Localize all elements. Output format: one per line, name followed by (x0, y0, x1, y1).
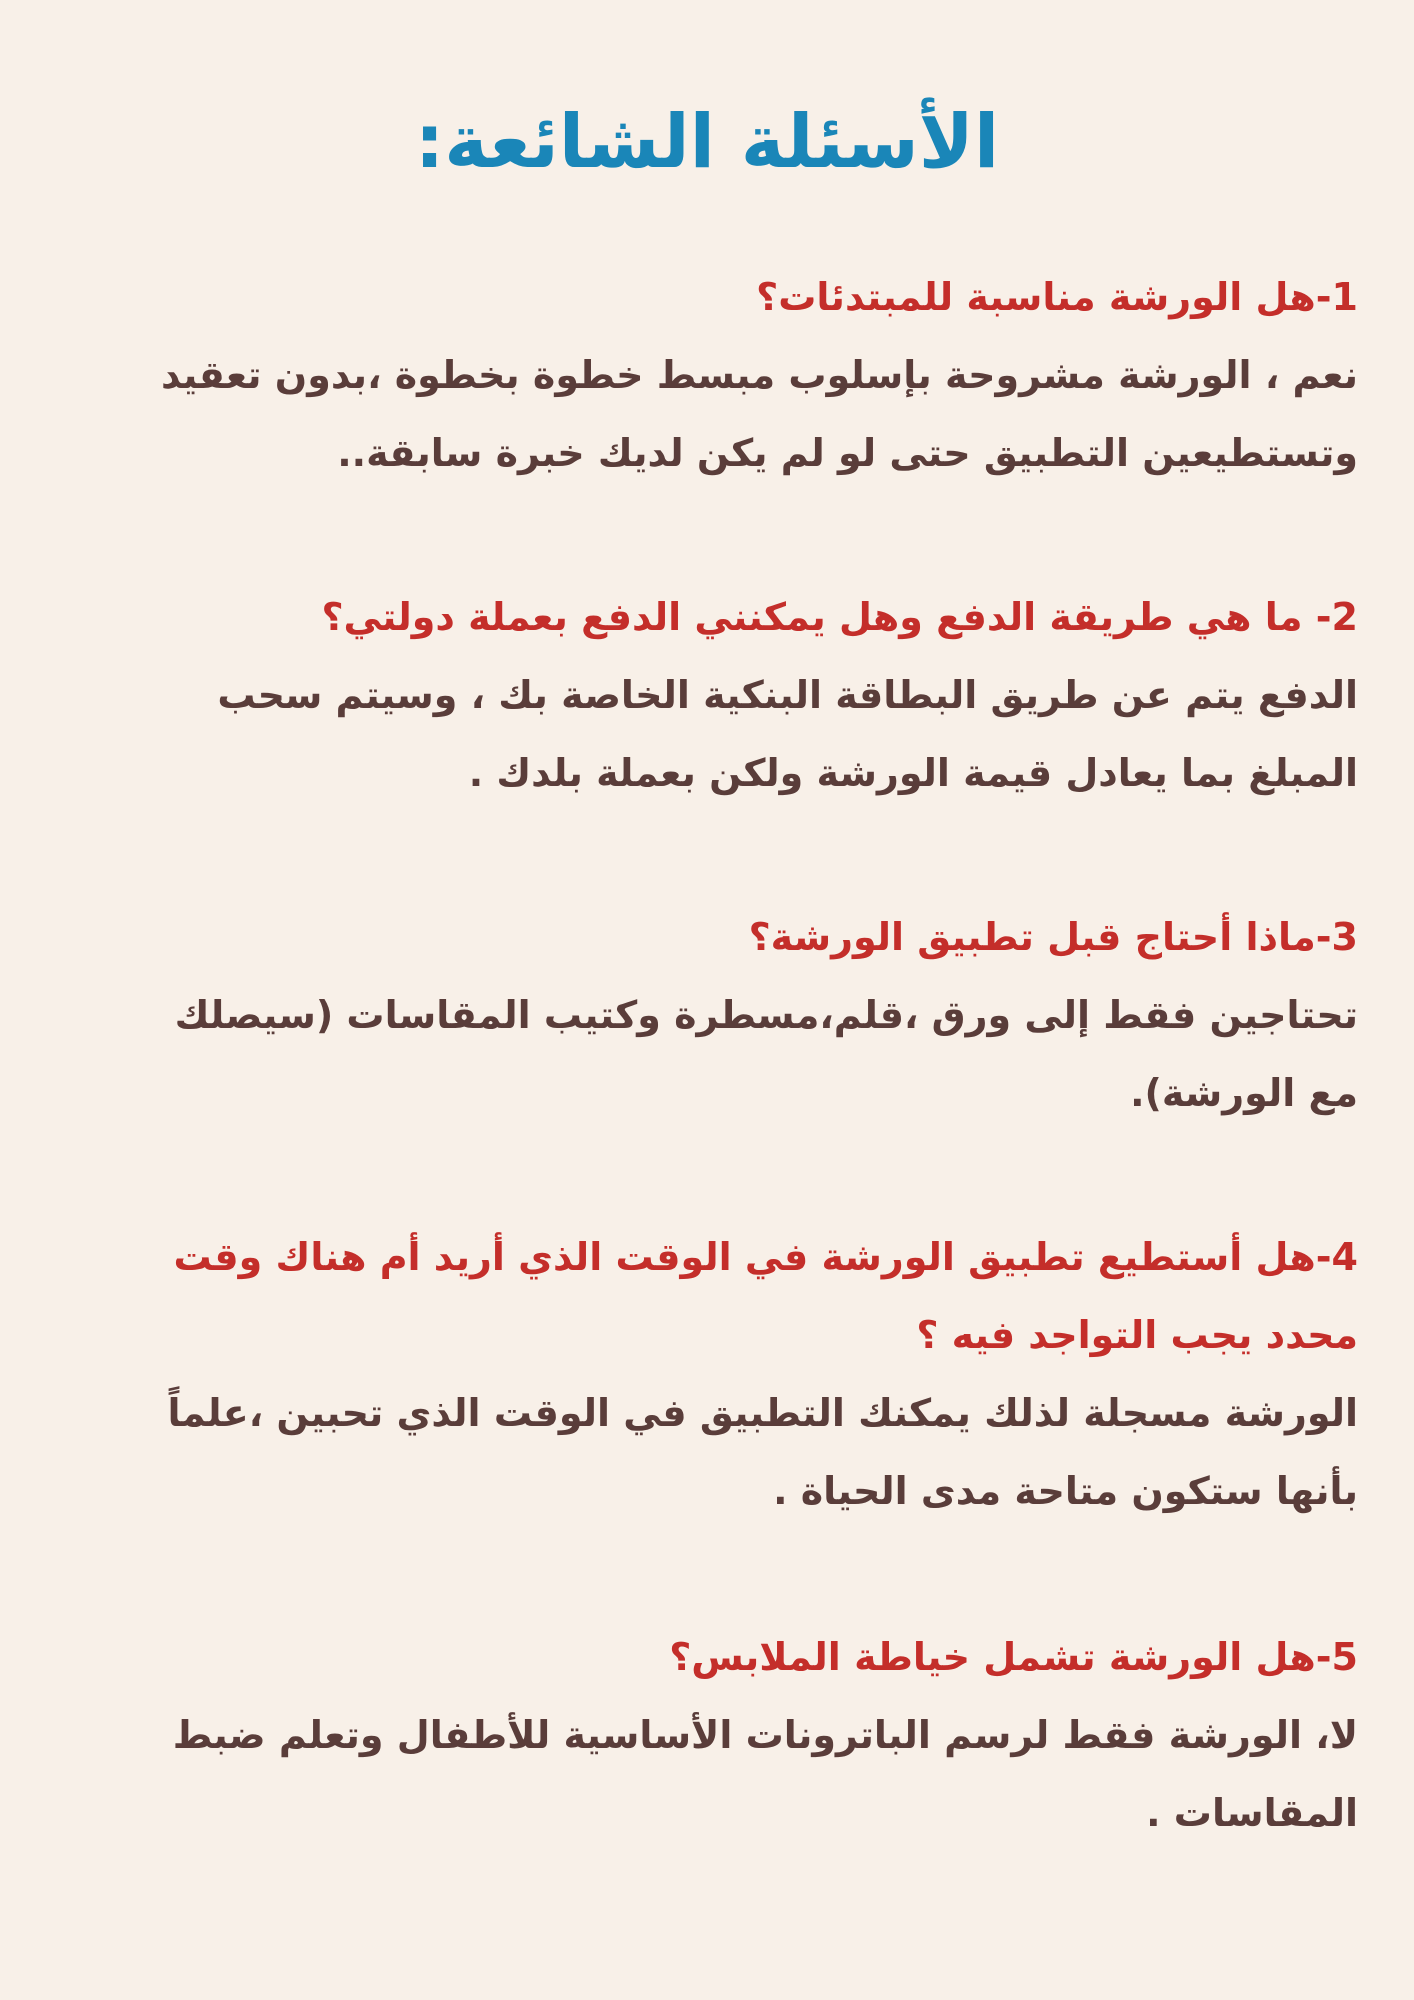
faq-item-3 (128, 898, 1358, 1132)
faq-item-4 (128, 1218, 1358, 1530)
faq-answer-4: الورشة مسجلة لذلك يمكنك التطبيق في الوقت الذي تحبين ،علماً بأنها ستكون متاحة مدى الحياة . (167, 1391, 1358, 1513)
faq-item-5 (128, 1618, 1358, 1852)
faq-answer-5: لا، الورشة فقط لرسم الباترونات الأساسية للأطفال وتعلم ضبط المقاسات . (172, 1713, 1358, 1835)
faq-answer-1: نعم ، الورشة مشروحة بإسلوب مبسط خطوة بخطوة ،بدون تعقيد وتستطيعين التطبيق حتى لو لم يكن لديك خبرة سابقة.. (161, 353, 1358, 475)
faq-question-2: 2- ما هي طريقة الدفع وهل يمكنني الدفع بعملة دولتي؟ (321, 595, 1358, 639)
page-title: الأسئلة الشائعة: (414, 99, 1000, 185)
faq-question-3: 3-ماذا أحتاج قبل تطبيق الورشة؟ (748, 915, 1358, 959)
faq-question-4: 4-هل أستطيع تطبيق الورشة في الوقت الذي أريد أم هناك وقت محدد يجب التواجد فيه ؟ (173, 1235, 1358, 1357)
faq-answer-3: تحتاجين فقط إلى ورق ،قلم،مسطرة وكتيب المقاسات (سيصلك مع الورشة). (174, 993, 1358, 1115)
faq-question-5: 5-هل الورشة تشمل خياطة الملابس؟ (669, 1635, 1358, 1679)
faq-item-2 (128, 578, 1358, 812)
faq-item-1 (128, 258, 1358, 492)
faq-answer-2: الدفع يتم عن طريق البطاقة البنكية الخاصة بك ، وسيتم سحب المبلغ بما يعادل قيمة الورشة ولكن بعملة بلدك . (217, 673, 1358, 795)
faq-question-1: 1-هل الورشة مناسبة للمبتدئات؟ (756, 275, 1358, 319)
